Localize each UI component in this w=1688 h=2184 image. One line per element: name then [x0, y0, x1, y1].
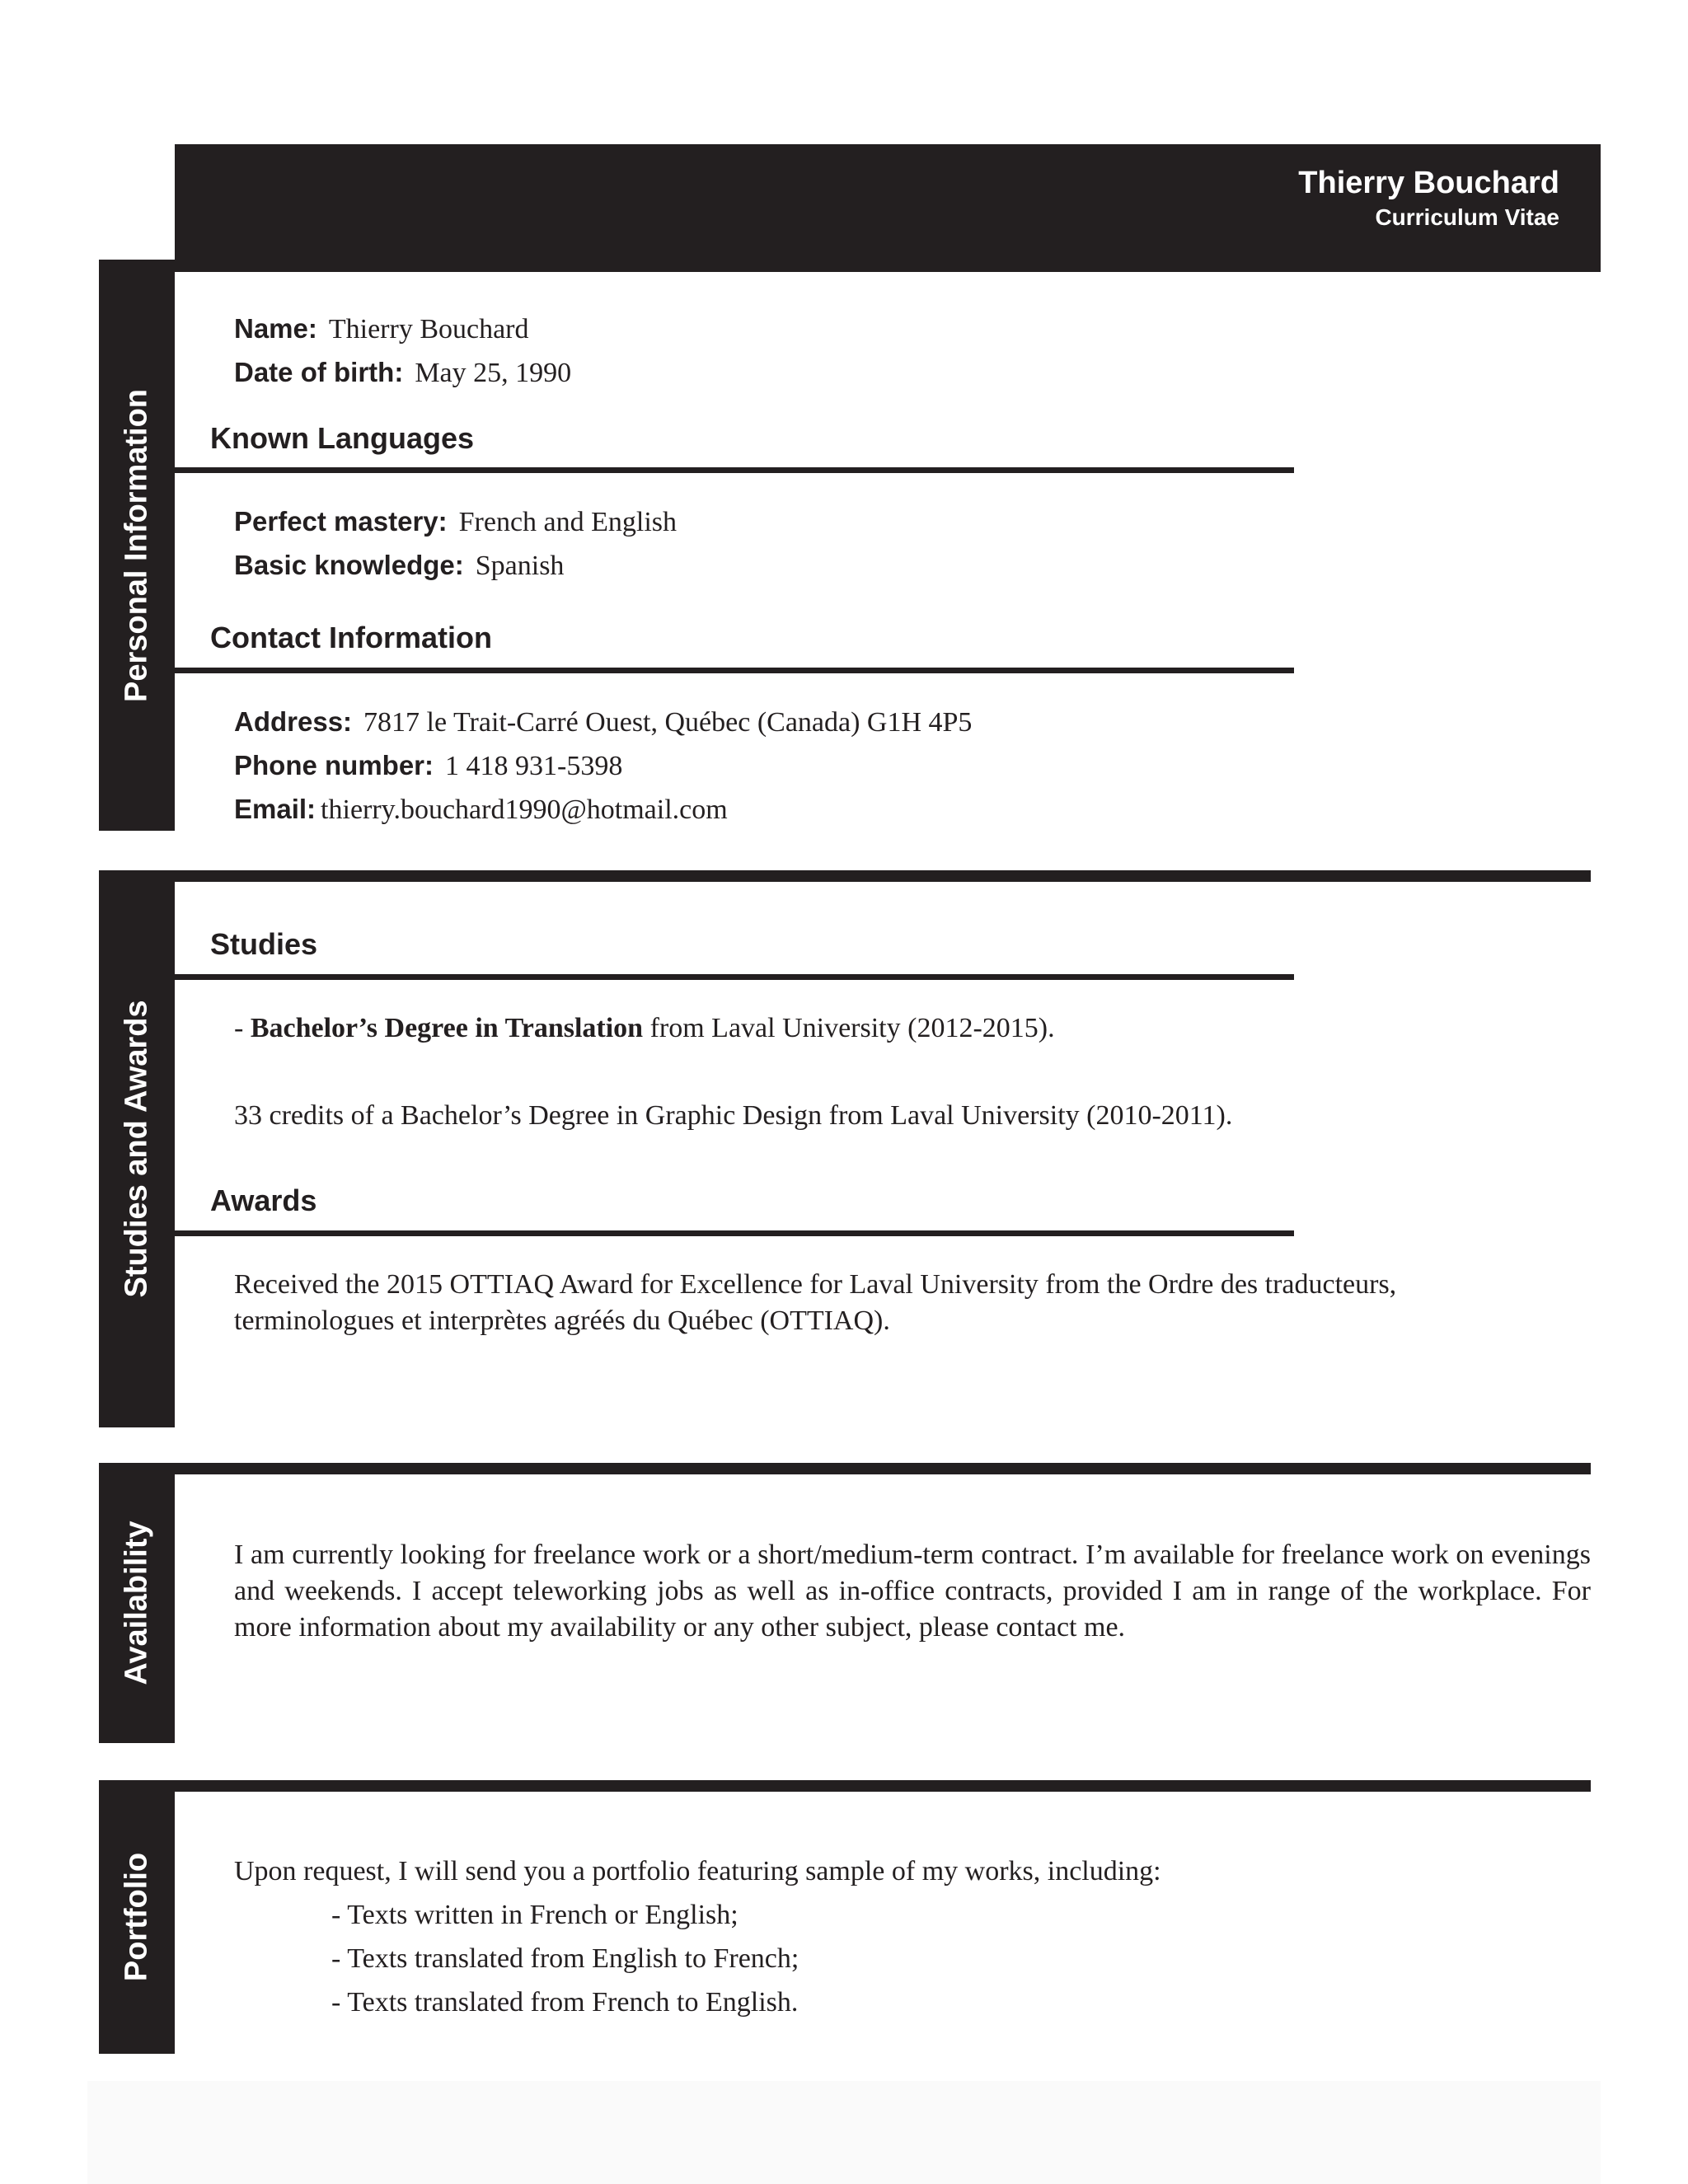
- tab-label: Studies and Awards: [119, 1000, 154, 1298]
- studies-rule: [175, 974, 1294, 980]
- email-row: [234, 791, 728, 828]
- phone-row: [234, 748, 622, 785]
- studies-top-bar: [175, 870, 1591, 882]
- tab-label: Personal Information: [119, 388, 154, 702]
- degree-title: Bachelor’s Degree in Translation: [250, 1013, 644, 1043]
- contact-heading: Contact Information: [210, 621, 492, 654]
- address-row: [234, 704, 972, 741]
- address-value: 7817 le Trait-Carré Ouest, Québec (Canada) G1H 4P5: [363, 707, 973, 738]
- portfolio-item: - Texts translated from English to French;: [331, 1943, 799, 1974]
- degree-row: [234, 1010, 1055, 1047]
- header-subtitle: Curriculum Vitae: [1375, 204, 1559, 230]
- availability-text: I am currently looking for freelance work or a short/medium-term contract. I’m available for freelance work on evenings and weekends. I accept teleworking jobs as well as in-office contracts, provided I am in range of the workplace. For more information about my availability or any other subject, please contact me.: [234, 1540, 1591, 1643]
- name-row: [234, 311, 529, 348]
- contact-rule: [175, 668, 1294, 673]
- studies-heading: Studies: [210, 927, 318, 961]
- tab-personal-information: [99, 260, 175, 831]
- languages-heading: Known Languages: [210, 421, 475, 455]
- availability-top-bar: [175, 1463, 1591, 1474]
- perfect-mastery-label: Perfect mastery:: [234, 506, 448, 537]
- languages-rule: [175, 467, 1294, 473]
- phone-label: Phone number:: [234, 750, 434, 780]
- tab-availability: [99, 1463, 175, 1743]
- dob-row: [234, 354, 571, 391]
- awards-heading: Awards: [210, 1183, 317, 1217]
- portfolio-item: - Texts translated from French to English.: [331, 1987, 799, 2018]
- tab-label: Portfolio: [119, 1852, 154, 1982]
- phone-value: 1 418 931-5398: [445, 751, 623, 781]
- name-label: Name:: [234, 313, 317, 344]
- dob-value: May 25, 1990: [415, 358, 572, 388]
- perfect-mastery-value: French and English: [458, 507, 678, 537]
- address-label: Address:: [234, 706, 353, 737]
- tab-studies-and-awards: [99, 870, 175, 1427]
- header-name: Thierry Bouchard: [1298, 166, 1559, 200]
- basic-knowledge-label: Basic knowledge:: [234, 550, 464, 580]
- awards-rule: [175, 1230, 1294, 1236]
- portfolio-item: - Texts written in French or English;: [331, 1900, 738, 1930]
- perfect-mastery-row: [234, 504, 677, 541]
- portfolio-top-bar: [175, 1780, 1591, 1792]
- email-label: Email:: [234, 794, 316, 824]
- tab-portfolio: [99, 1780, 175, 2054]
- portfolio-intro: Upon request, I will send you a portfolio featuring sample of my works, including:: [234, 1856, 1161, 1886]
- degree-detail: from Laval University (2012-2015).: [643, 1013, 1055, 1043]
- basic-knowledge-row: [234, 547, 564, 584]
- award-line-2: terminologues et interprètes agréés du Québec (OTTIAQ).: [234, 1305, 890, 1336]
- cv-header: [175, 144, 1601, 272]
- basic-knowledge-value: Spanish: [475, 551, 565, 581]
- tab-label: Availability: [119, 1521, 154, 1685]
- page-bottom-shade: [87, 2081, 1601, 2184]
- dob-label: Date of birth:: [234, 357, 404, 387]
- degree-prefix: -: [234, 1013, 251, 1043]
- credits-row: 33 credits of a Bachelor’s Degree in Graphic Design from Laval University (2010-2011).: [234, 1100, 1233, 1131]
- name-value: Thierry Bouchard: [328, 314, 529, 344]
- award-line-1: Received the 2015 OTTIAQ Award for Excellence for Laval University from the Ordre des traducteurs,: [234, 1269, 1397, 1300]
- email-value: thierry.bouchard1990@hotmail.com: [321, 794, 728, 825]
